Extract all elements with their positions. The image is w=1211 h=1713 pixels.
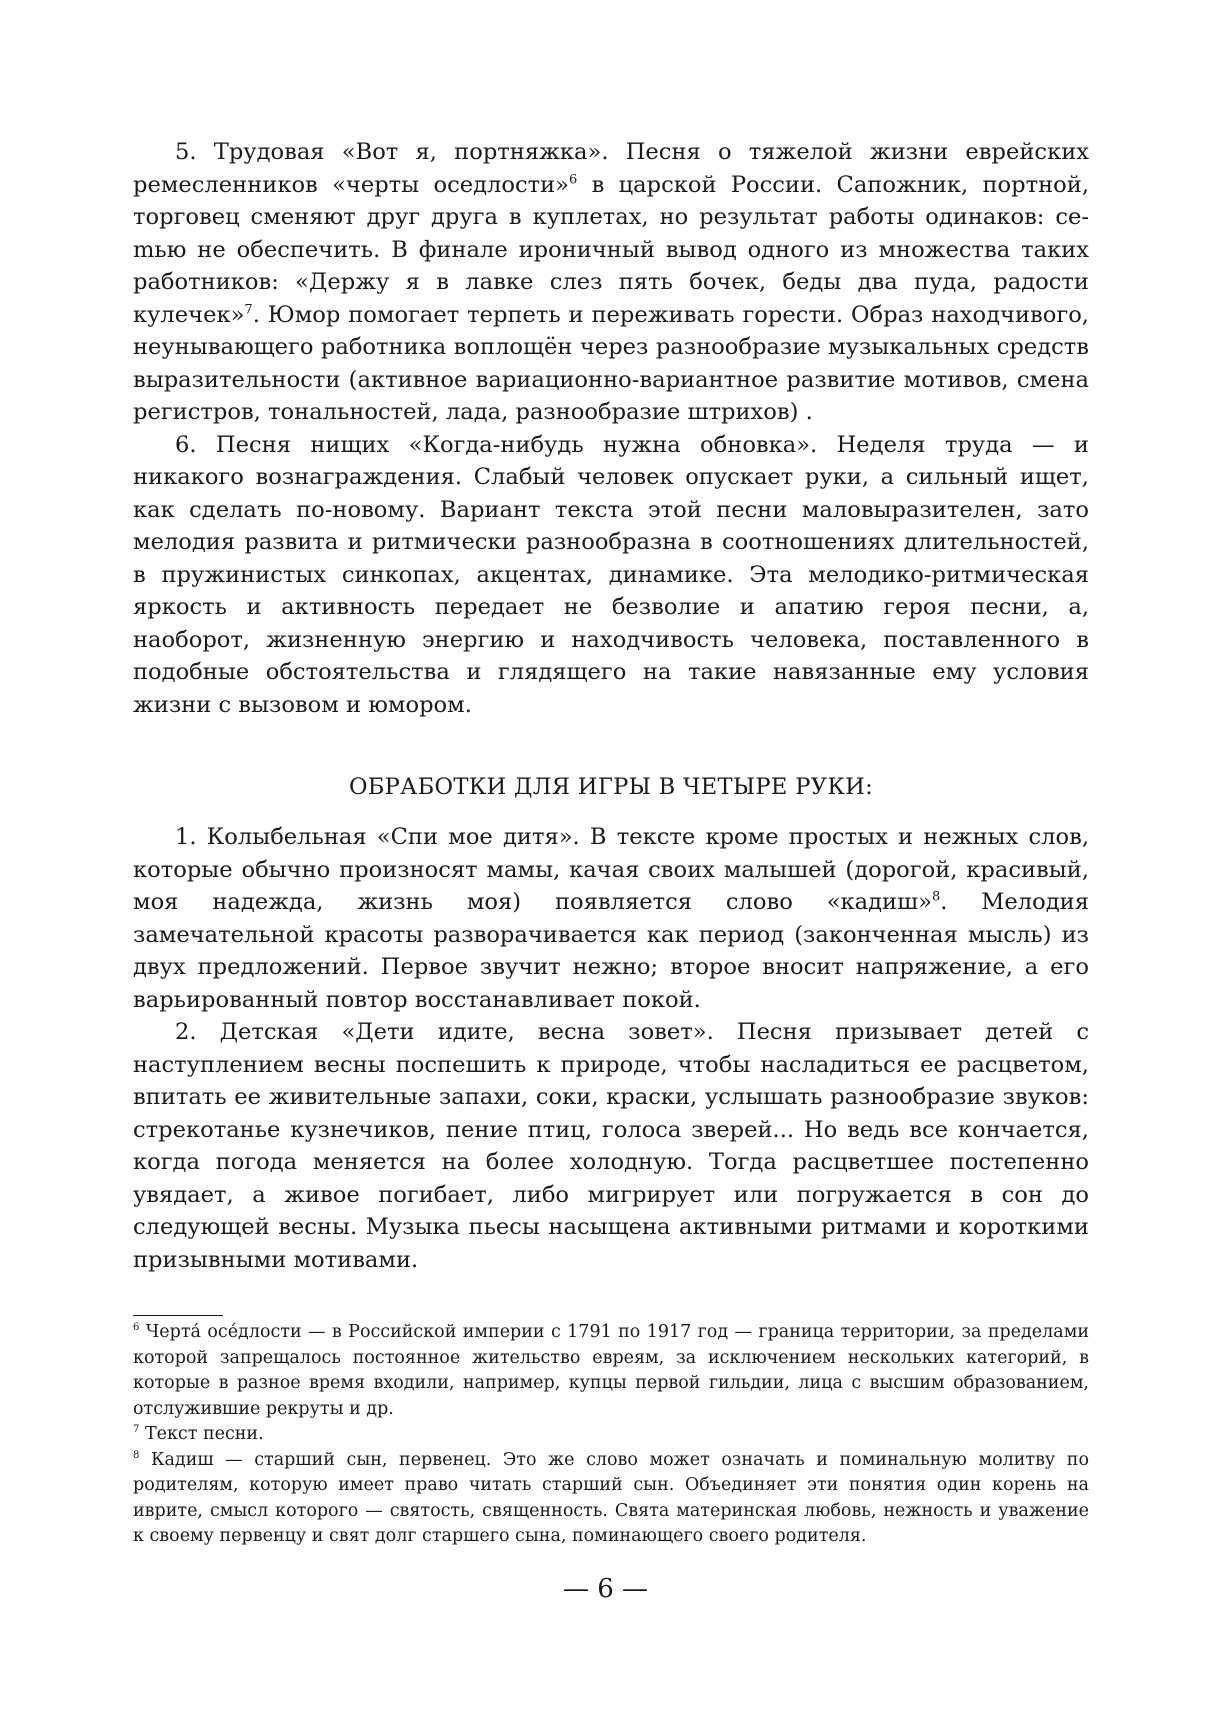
section-songs-text	[133, 136, 1089, 721]
footnote-number: 6	[133, 1322, 140, 1334]
paragraph-6-beggars-song: 6. Песня нищих «Когда-нибудь нужна обновка». Неделя труда — и никакого вознаграждения. Слабый человек опускает руки, а сильный ищет, как сделать по-новому. Вариант текста этой песни маловыразителен, зато мелодия развита и ритмически разнообразна в соотношениях длительностей, в пружинистых синкопах, акцентах, динамике. Эта мелодико-ритмическая яркость и активность передает не безволие и апатию героя песни, а, наоборот, жизненную энергию и находчивость человека, поставленного в подобные обстоятельства и глядящего на такие навязанные ему условия жизни с вызовом и юмором.	[133, 431, 1089, 718]
paragraph-text: 5. Трудовая «Вот я, портняжка». Песня о тяжелой жизни еврейских ремесленников «черты оседлости»	[133, 139, 1089, 198]
section-heading: ОБРАБОТКИ ДЛЯ ИГРЫ В ЧЕТЫРЕ РУКИ:	[348, 774, 874, 800]
footnote-ref-8[interactable]: 8	[931, 889, 941, 905]
footnote-6	[133, 1320, 1089, 1422]
paragraph-5-work-song	[133, 136, 1089, 429]
footnotes	[133, 1320, 1089, 1550]
footnote-ref-7[interactable]: 7	[244, 301, 253, 317]
paragraph-2-children-song: 2. Детская «Дети идите, весна зовет». Песня призывает детей с наступлением весны поспешить к природе, чтобы насладиться ее расцветом, впитать ее живительные запахи, соки, краски, услышать разнообразие звуков: стрекотанье кузнечиков, пение птиц, голоса зверей... Но ведь все кончается, когда погода меняется на более холодную. Тогда расцветшее постепенно увядает, а живое погибает, либо мигрирует или погружается в сон до следующей весны. Музыка пьесы насыщена активными ритмами и короткими призывными мотивами.	[133, 1019, 1089, 1273]
paragraph-text: . Юмор помогает терпеть и переживать горести. Образ находчивого, неунывающего работника воплощён через разнообразие музыкальных средств выразительности (активное вариационно-вариантное развитие мотивов, смена регистров, тональностей, лада, разнообразие штрихов) .	[133, 301, 1089, 425]
footnote-text: Кадиш — старший сын, первенец. Это же слово может означать и поминальную молитву по родителям, которую имеет право читать старший сын. Объединяет эти понятия один корень на иврите, смысл которого — святость, священность. Свята материнская любовь, нежность и уважение к своему первенцу и свят долг старшего сына, поминающего своего родителя.	[133, 1449, 1089, 1546]
footnote-text: Текст песни.	[139, 1424, 264, 1444]
paragraph-text: 1. Колыбельная «Спи мое дитя». В тексте кроме простых и нежных слов, которые обычно произносят мамы, качая своих малышей (дорогой, красивый, моя надежда, жизнь моя) появляется слово «кадиш»	[133, 824, 1089, 915]
footnote-number: 7	[133, 1424, 140, 1436]
section-four-hands-text	[133, 821, 1089, 1276]
footnote-number: 8	[133, 1449, 140, 1461]
footnote-ref-6[interactable]: 6	[569, 171, 578, 187]
paragraph-text: в царской России. Сапожник, портной, торговец сменяют друг друга в куплетах, но результат работы одинаков: сеmью не обеспечить. В финале ироничный вывод одного из множества таких работников: «Держу я в лавке слез пять бочек, беды два пуда, радости кулечек»	[133, 171, 1089, 328]
footnote-8	[133, 1448, 1089, 1550]
footnote-7	[133, 1422, 1089, 1448]
paragraph-text: . Мелодия замечательной красоты разворачивается как период (законченная мысль) из двух предложений. Первое звучит нежно; второе вносит напряжение, а его варьированный повтор восстанавливает покой.	[133, 889, 1089, 1013]
paragraph-1-lullaby	[133, 821, 1089, 1016]
footnote-text: Черта́ осе́длости — в Российской империи с 1791 по 1917 год — граница территории, за пределами которой запрещалось постоянное жительство евреям, за исключением нескольких категорий, в которые в разное время входили, например, купцы первой гильдии, лица с высшим образованием, отслужившие рекруты и др.	[133, 1322, 1089, 1419]
footnote-divider	[133, 1315, 223, 1316]
page-number: — 6 —	[562, 1574, 649, 1604]
